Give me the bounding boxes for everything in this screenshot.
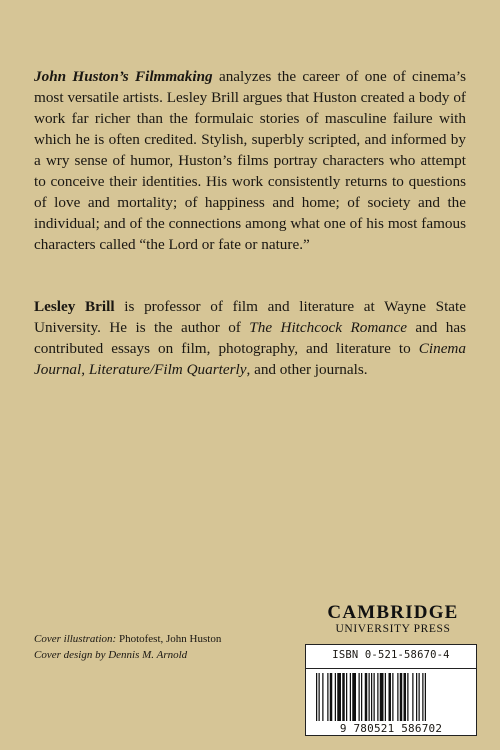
bio-text-3: ,	[81, 361, 89, 378]
book-title: John Huston’s Filmmaking	[34, 68, 213, 85]
cover-credits	[34, 631, 294, 663]
publisher-logo	[318, 603, 468, 636]
publisher-press: UNIVERSITY PRESS	[335, 623, 451, 635]
barcode-bars	[316, 673, 470, 721]
publisher-name: CAMBRIDGE	[327, 602, 459, 623]
illustration-credit	[34, 631, 294, 647]
journal-name-1: Cinema Journal	[34, 340, 466, 378]
isbn-text: ISBN 0-521-58670-4	[332, 649, 450, 661]
description-paragraph	[34, 66, 466, 255]
description-text: analyzes the career of one of cinema’s most versatile artists. Lesley Brill argues that Huston created a body of work far richer than the formulaic stories of masculine failure with which he is often credited. Stylish, superbly scripted, and informed by a wry sense of humor, Huston’s films portray characters who attempt to conceive their identities. His work consistently returns to questions of love and mortality; of happiness and home; of society and the individual; and of the connections among what one of his most famous characters called “the Lord or fate or nature.”	[34, 68, 467, 253]
bio-text-4: , and other journals.	[246, 361, 368, 378]
design-credit: Cover design by Dennis M. Arnold	[34, 649, 188, 661]
illustration-label: Cover illustration:	[34, 633, 117, 645]
journal-name-2: Literature/Film Quarterly	[88, 361, 247, 378]
other-book-title: The Hitchcock Romance	[249, 319, 407, 336]
author-name: Lesley Brill	[34, 298, 115, 315]
barcode-box	[305, 644, 477, 736]
barcode-number: 9 780521 586702	[339, 722, 443, 735]
isbn-divider	[306, 668, 476, 669]
bio-text-2: and has contributed essays on film, photography, and literature to	[34, 319, 466, 357]
illustration-value: Photofest, John Huston	[116, 633, 222, 645]
author-bio-paragraph	[34, 296, 466, 380]
bio-text-1: is professor of film and literature at Wayne State University. He is the author of	[34, 298, 466, 336]
